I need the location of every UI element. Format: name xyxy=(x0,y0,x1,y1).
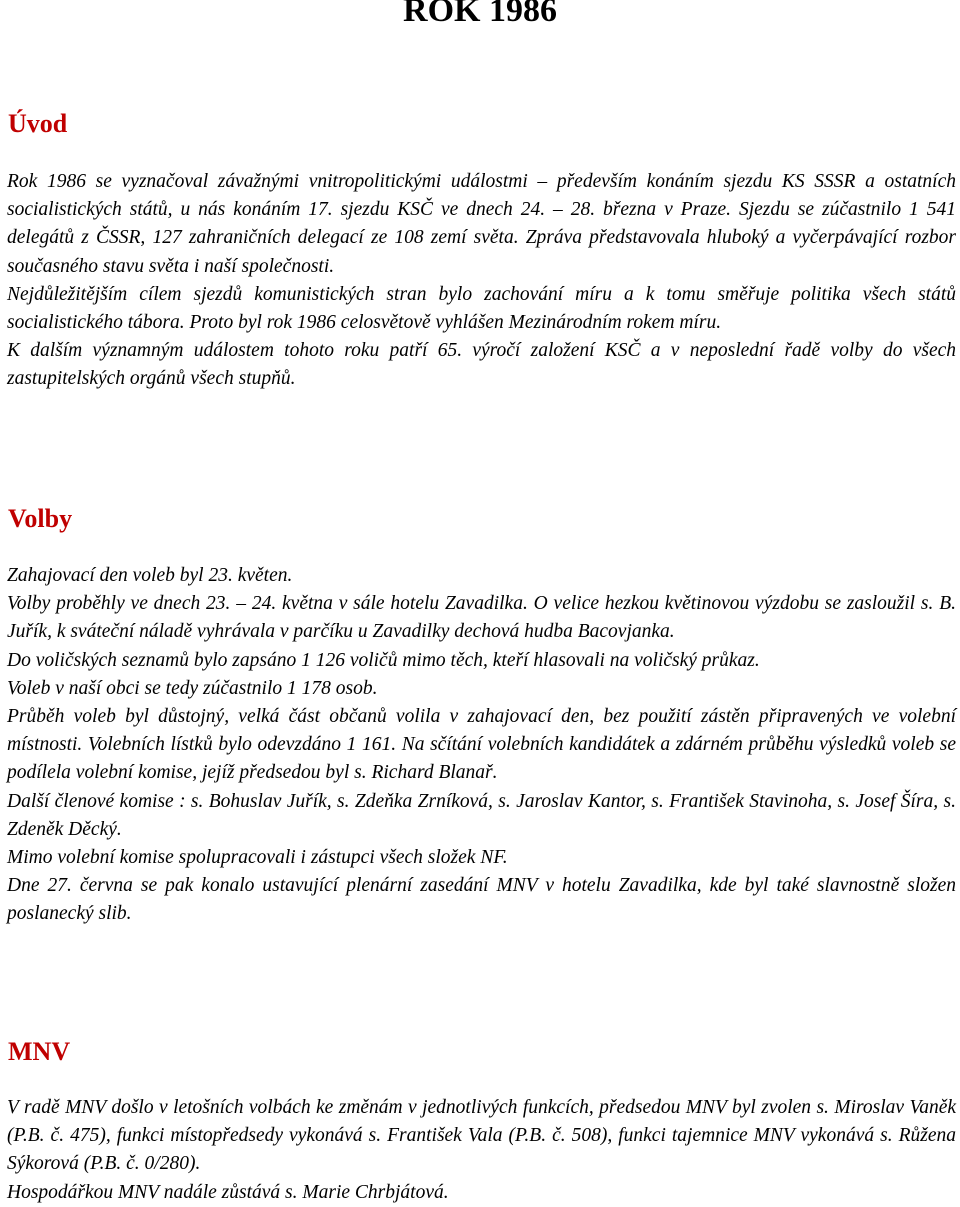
paragraph: Mimo volební komise spolupracovali i zástupci všech složek NF. xyxy=(7,847,508,869)
paragraph: K dalším významným událostem tohoto roku patří 65. výročí založení KSČ a v neposlední řadě volby do všech zastupitelských orgánů všech stupňů. xyxy=(7,340,956,390)
paragraph: Voleb v naší obci se tedy zúčastnilo 1 178 osob. xyxy=(7,677,378,699)
section-heading-volby: Volby xyxy=(8,504,73,533)
paragraph: Zahajovací den voleb byl 23. květen. xyxy=(7,565,293,586)
section-body-volby xyxy=(7,562,956,929)
paragraph: Průběh voleb byl důstojný, velká část občanů volila v zahajovací den, bez použití zástěn připravených ve volební místnosti. Volebních lístků bylo odevzdáno 1 161. Na sčítání volebních kandidátek a zdárném průběhu výsledků voleb se podílela volební komise, jejíž předsedou byl s. Richard Blanař. xyxy=(7,706,956,784)
section-heading-uvod: Úvod xyxy=(8,109,68,138)
paragraph: V radě MNV došlo v letošních volbách ke změnám v jednotlivých funkcích, předsedou MNV byl zvolen s. Miroslav Vaněk (P.B. č. 475), funkci místopředsedy vykonává s. František Vala (P.B. č. 508), funkci tajemnice MNV vykonává s. Růžena Sýkorová (P.B. č. 0/280). xyxy=(7,1097,956,1175)
document-title: ROK 1986 xyxy=(403,0,557,29)
paragraph: Další členové komise : s. Bohuslav Juřík, s. Zdeňka Zrníková, s. Jaroslav Kantor, s. František Stavinoha, s. Josef Šíra, s. Zdeněk Děcký. xyxy=(7,790,956,840)
paragraph: Hospodářkou MNV nadále zůstává s. Marie Chrbjátová. xyxy=(7,1181,449,1203)
paragraph: Rok 1986 se vyznačoval závažnými vnitropolitickými událostmi – především konáním sjezdu KS SSSR a ostatních socialistických států, u nás konáním 17. sjezdu KSČ ve dnech 24. – 28. března v Praze. Sjezdu se zúčastnilo 1 541 delegátů z ČSSR, 127 zahraničních delegací ze 108 zemí světa. Zpráva představovala hluboký a vyčerpávající rozbor současného stavu světa i naší společnosti. xyxy=(7,171,956,277)
paragraph: Do voličských seznamů bylo zapsáno 1 126 voličů mimo těch, kteří hlasovali na voličský průkaz. xyxy=(7,649,760,671)
section-heading-mnv: MNV xyxy=(8,1037,71,1066)
section-body-mnv xyxy=(7,1094,956,1207)
section-body-uvod xyxy=(7,168,956,394)
paragraph: Nejdůležitějším cílem sjezdů komunistických stran bylo zachování míru a k tomu směřuje politika všech států socialistického tábora. Proto byl rok 1986 celosvětově vyhlášen Mezinárodním rokem míru. xyxy=(7,283,956,334)
paragraph: Volby proběhly ve dnech 23. – 24. května v sále hotelu Zavadilka. O velice hezkou květinovou výzdobu se zasloužil s. B. Juřík, k sváteční náladě vyhrávala v parčíku u Zavadilky dechová hudba Bacovjanka. xyxy=(7,593,956,643)
paragraph: Dne 27. června se pak konalo ustavující plenární zasedání MNV v hotelu Zavadilka, kde byl také slavnostně složen poslanecký slib. xyxy=(7,875,956,925)
